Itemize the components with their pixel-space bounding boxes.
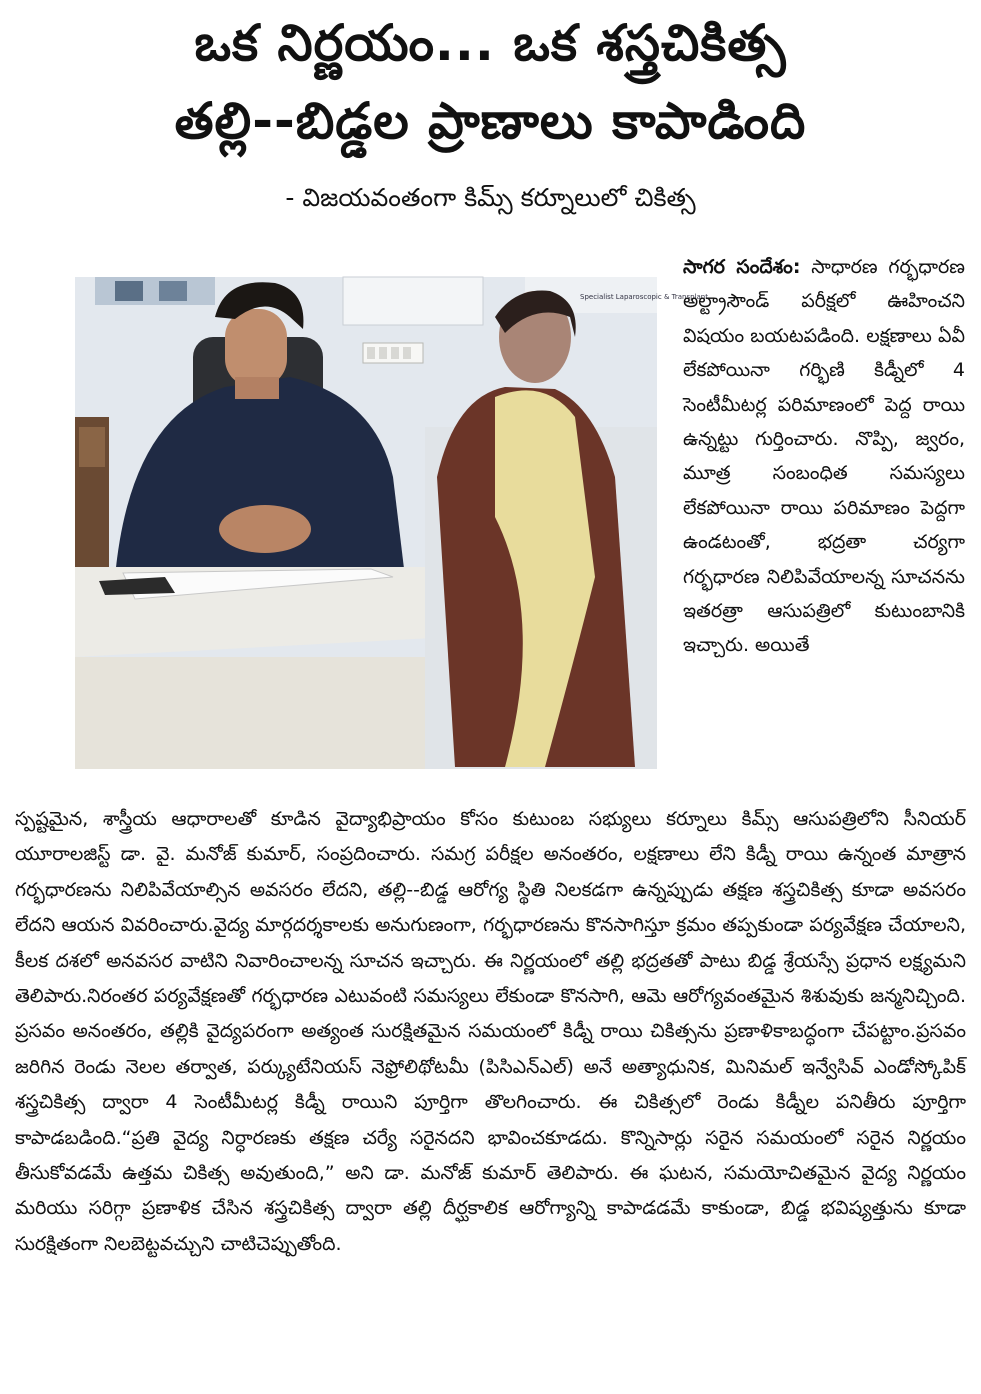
article-body — [15, 802, 966, 1262]
headline-line-2: తల్లి--బిడ్డల ప్రాణాలు కాపాడింది — [174, 92, 807, 150]
column-paragraph — [683, 250, 965, 663]
article-column — [683, 250, 965, 663]
body-paragraph: స్పష్టమైన, శాస్త్రీయ ఆధారాలతో కూడిన వైద్యాభిప్రాయం కోసం కుటుంబ సభ్యులు కర్నూలు కిమ్స్ ఆసుపత్రిలోని సీనియర్ యూరాలజిస్ట్ డా. వై. మనోజ్ కుమార్, సంప్రదించారు. సమగ్ర పరీక్షల అనంతరం, లక్షణాలు లేని కిడ్నీ రాయి ఉన్నంత మాత్రాన గర్భధారణను నిలిపివేయాల్సిన అవసరం లేదని, తల్లి--బిడ్డ ఆరోగ్య స్థితి నిలకడగా ఉన్నప్పుడు తక్షణ శస్త్రచికిత్స కూడా అవసరం లేదని ఆయన వివరించారు.వైద్య మార్గదర్శకాలకు అనుగుణంగా, గర్భధారణను కొనసాగిస్తూ క్రమం తప్పకుండా పర్యవేక్షణ చేయాలని, కీలక దశలో అనవసర వాటిని నివారించాలన్న సూచన ఇచ్చారు. ఈ నిర్ణయంలో తల్లి భద్రతతో పాటు బిడ్డ శ్రేయస్సే ప్రధాన లక్ష్యమని తెలిపారు.నిరంతర పర్యవేక్షణతో గర్భధారణ ఎటువంటి సమస్యలు లేకుండా కొనసాగి, ఆమె ఆరోగ్యవంతమైన శిశువుకు జన్మనిచ్చింది. ప్రసవం అనంతరం, తల్లికి వైద్యపరంగా అత్యంత సురక్షితమైన సమయంలో కిడ్నీ రాయి చికిత్సను ప్రణాళికాబద్ధంగా చేపట్టాం.ప్రసవం జరిగిన రెండు నెలల తర్వాత, పర్క్యుటేనియస్ నెఫ్రోలిథోటమీ (పిసిఎన్ఎల్) అనే అత్యాధునిక, మినిమల్ ఇన్వేసివ్ ఎండోస్కోపిక్ శస్త్రచికిత్స ద్వారా 4 సెంటీమీటర్ల కిడ్నీ రాయిని పూర్తిగా తొలగించారు. ఈ చికిత్సలో రెండు కిడ్నీల పనితీరు పూర్తిగా కాపాడబడింది.“ప్రతి వైద్య నిర్ధారణకు తక్షణ చర్యే సరైనదని భావించకూడదు. కొన్నిసార్లు సరైన సమయంలో సరైన నిర్ణయం తీసుకోవడమే ఉత్తమ చికిత్స అవుతుంది,” అని డా. మనోజ్ కుమార్ తెలిపారు. ఈ ఘటన, సమయోచితమైన వైద్య నిర్ణయం మరియు సరిగ్గా ప్రణాళిక చేసిన శస్త్రచికిత్స ద్వారా తల్లి దీర్ఘకాలిక ఆరోగ్యాన్ని కాపాడడమే కాకుండా, బిడ్డ భవిష్యత్తును కూడా సురక్షితంగా నిలబెట్టవచ్చుని చాటిచెప్పుతోంది. — [15, 808, 966, 1255]
dateline: సాగర సందేశం: — [683, 256, 801, 278]
poster-text: Specialist Laparoscopic & Transplant — [580, 293, 708, 301]
article-photo — [75, 277, 708, 769]
headline-line-1: ఒక నిర్ణయం... ఒక శస్త్రచికిత్స — [194, 14, 787, 72]
subheading: - విజయవంతంగా కిమ్స్ కర్నూలులో చికిత్స — [285, 183, 696, 212]
column-text: సాధారణ గర్భధారణ అల్ట్రాసౌండ్ పరీక్షలో ఊహించని విషయం బయటపడింది. లక్షణాలు ఏవీ లేకపోయినా గర్భిణి కిడ్నీలో 4 సెంటీమీటర్ల పరిమాణంలో పెద్ద రాయి ఉన్నట్టు గుర్తించారు. నొప్పి, జ్వరం, మూత్ర సంబంధిత సమస్యలు లేకపోయినా రాయి పరిమాణం పెద్దగా ఉండటంతో, భద్రతా చర్యగా గర్భధారణ నిలిపివేయాలన్న సూచనను ఇతరత్రా ఆసుపత్రిలో కుటుంబానికి ఇచ్చారు. అయితే — [683, 256, 965, 657]
photo-illustration — [75, 277, 708, 769]
